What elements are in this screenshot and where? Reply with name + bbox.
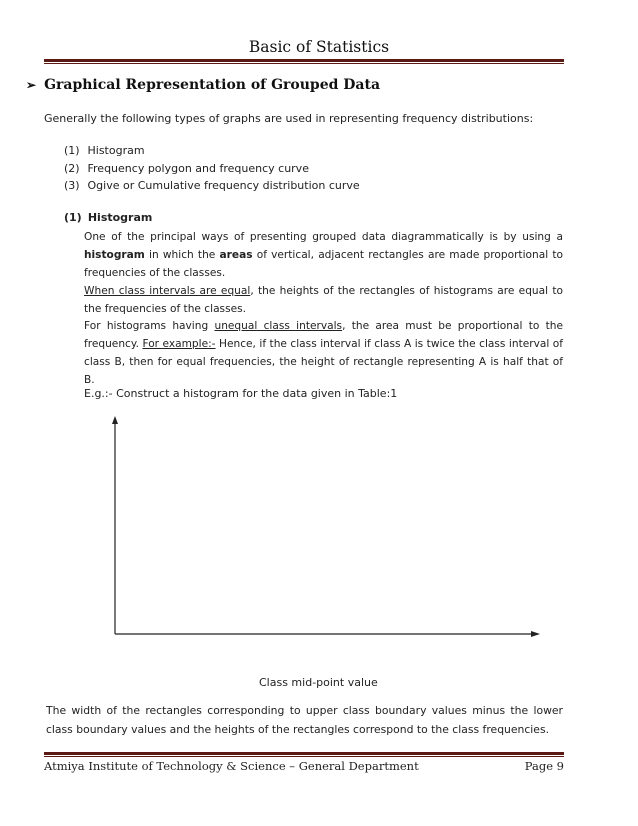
list-item — [64, 177, 360, 195]
y-axis-arrowhead-icon — [112, 416, 118, 424]
text-run: , the heights of the rectangles of histograms are equal to the frequencies of the classes. — [84, 285, 564, 315]
page-header-title: Basic of Statistics — [248, 38, 390, 56]
list-item-number: (1) — [64, 144, 80, 157]
list-item-number: (2) — [64, 161, 80, 175]
list-item-number: (3) — [64, 179, 80, 192]
list-item-text: Histogram — [87, 144, 145, 157]
graph-types-list — [64, 142, 360, 195]
subheading-title: Histogram — [87, 211, 153, 224]
x-axis-caption: Class mid-point value — [259, 676, 378, 689]
text-run: in which the — [144, 249, 220, 261]
list-item-text: Ogive or Cumulative frequency distribution curve — [87, 179, 360, 192]
list-item — [64, 142, 360, 160]
text-run: Hence, if the class interval if class A is twice the class interval of class B, then for equal frequencies, the height of rectangle representing A is half that of B. — [84, 338, 563, 386]
text-run: of vertical, adjacent rectangles are made proportional to frequencies of the classes. — [84, 249, 563, 279]
histogram-paragraph-3 — [84, 317, 563, 389]
text-run: For histograms having — [84, 320, 215, 332]
closing-paragraph: The width of the rectangles corresponding to upper class boundary values minus the lower class boundary values and the heights of the rectangles correspond to the class frequencies. — [46, 704, 563, 736]
underlined-term: When class intervals are equal — [84, 285, 251, 297]
underlined-term: unequal class intervals — [214, 320, 343, 332]
header-rule — [44, 59, 564, 62]
section-heading-text: Graphical Representation of Grouped Data — [44, 77, 381, 93]
subheading-number: (1) — [64, 211, 82, 224]
histogram-subheading — [64, 211, 152, 224]
text-run: One of the principal ways of presenting grouped data diagrammatically is by using a — [84, 231, 563, 243]
empty-histogram-axes — [100, 410, 550, 645]
example-prompt: E.g.:- Construct a histogram for the data given in Table:1 — [84, 387, 398, 400]
bold-term: areas — [219, 249, 253, 261]
list-item-text: Frequency polygon and frequency curve — [87, 161, 309, 175]
arrow-bullet-icon: ➢ — [26, 78, 37, 92]
header-rule-thin — [44, 63, 564, 64]
footer-institute: Atmiya Institute of Technology & Science – General Department — [44, 759, 419, 773]
footer-rule — [44, 752, 564, 755]
section-heading — [26, 77, 380, 93]
list-item — [64, 160, 360, 178]
intro-text: Generally the following types of graphs are used in representing frequency distributions: — [44, 112, 534, 125]
x-axis-arrowhead-icon — [531, 631, 540, 637]
underlined-term: For example:- — [142, 338, 216, 350]
footer-page-number: Page 9 — [524, 759, 564, 773]
text-run: , the area must be proportional to the frequency. — [84, 320, 563, 350]
footer-rule-thin — [44, 756, 564, 757]
bold-term: histogram — [84, 249, 145, 261]
histogram-paragraph-2 — [84, 282, 563, 318]
histogram-paragraph-1 — [84, 228, 563, 282]
